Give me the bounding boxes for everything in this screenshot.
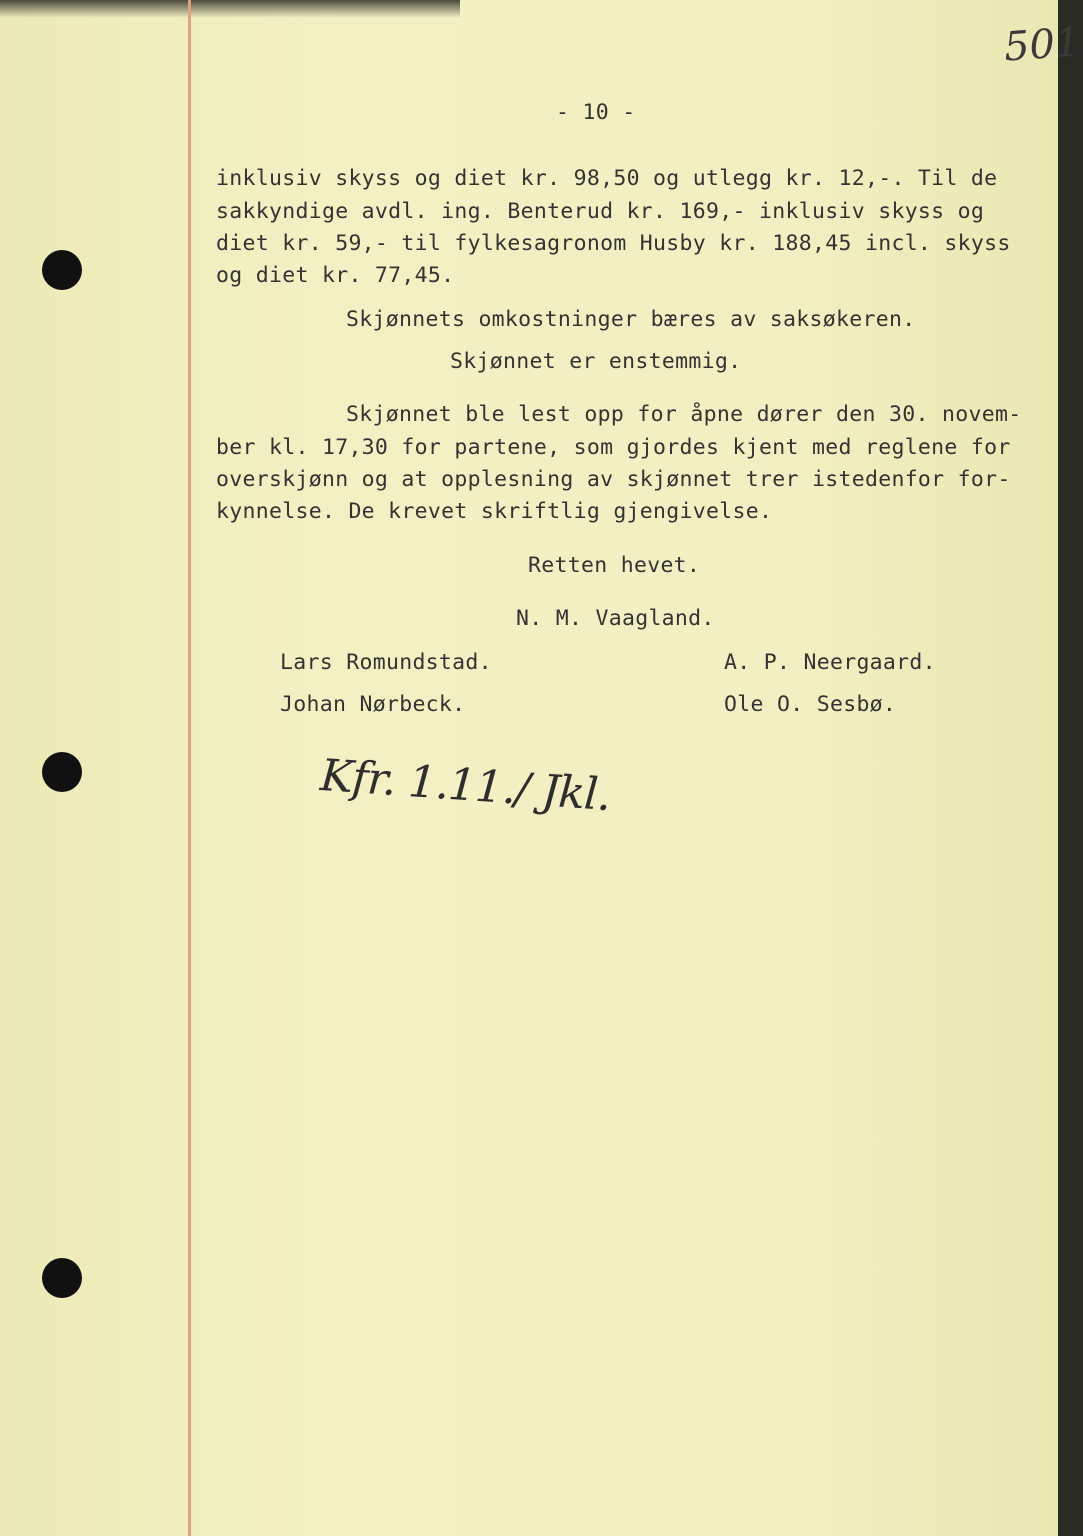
folio-number: 501 (1002, 19, 1082, 71)
page-number: - 10 - (556, 100, 636, 125)
unanimous-line: Skjønnet er enstemmig. (450, 349, 742, 374)
paragraph-line: diet kr. 59,- til fylkesagronom Husby kr. 188,45 incl. skyss (216, 231, 1011, 256)
court-adjourned: Retten hevet. (528, 553, 701, 578)
judge-signature: N. M. Vaagland. (516, 606, 715, 631)
margin-rule (188, 0, 191, 1536)
signature-right: A. P. Neergaard. (724, 650, 936, 675)
punch-hole (42, 752, 82, 792)
paragraph-line: sakkyndige avdl. ing. Benterud kr. 169,- inklusiv skyss og (216, 199, 985, 224)
punch-hole (42, 1258, 82, 1298)
signature-left: Lars Romundstad. (280, 650, 492, 675)
handwritten-note: Kfr. 1.11./ Jkl. (318, 749, 612, 822)
punch-hole (42, 250, 82, 290)
paragraph-line: Skjønnet ble lest opp for åpne dører den 30. novem- (346, 402, 1022, 427)
paragraph-line: inklusiv skyss og diet kr. 98,50 og utlegg kr. 12,-. Til de (216, 166, 998, 191)
paragraph-line: ber kl. 17,30 for partene, som gjordes kjent med reglene for (216, 435, 1011, 460)
costs-line: Skjønnets omkostninger bæres av saksøkeren. (346, 307, 916, 332)
paragraph-line: overskjønn og at opplesning av skjønnet trer istedenfor for- (216, 467, 1011, 492)
paragraph-line: kynnelse. De krevet skriftlig gjengivelse. (216, 499, 773, 524)
signature-right: Ole O. Sesbø. (724, 692, 897, 717)
signature-left: Johan Nørbeck. (280, 692, 466, 717)
paragraph-line: og diet kr. 77,45. (216, 263, 455, 288)
page-top-shadow (0, 0, 460, 18)
